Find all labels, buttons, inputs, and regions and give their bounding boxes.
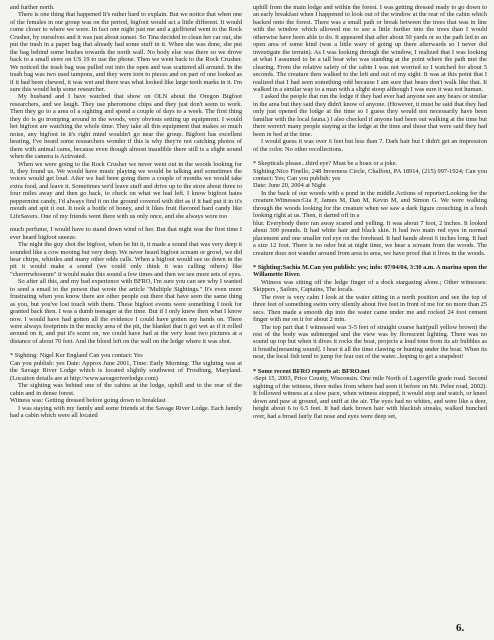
right-column-paragraph: The river is very calm I look at the water sitting in a north position and see the top of three feet of something swim very silently about five feet in front of me for no more than 25 secs. Then made a smooth dip into the water came under me and rocked 24 foot cement finger with me on it for about 2 min.: [253, 293, 487, 324]
page-number: 6.: [456, 622, 465, 634]
right-column-paragraph: I asked the people that run the lodge if they had ever had anyone see any bears or similar in the area but they said they didn't know of anyone. (However, it must be said that they had only just opened the lodge at the time so I guess they would not necessarily have been familiar with the local fauna.) I also checked if anyone had been out walking at the time but there weren't many people staying at the lodge at the time and those that were said they had been in bed at the time.: [253, 93, 487, 138]
left-column-paragraph: I was staying with my family and some friends at the Savage River Lodge. Each family had a cabin which were all located: [10, 404, 242, 420]
right-column-paragraph: In the back of our woods with a pond in the middle.Actions of reporter:Looking for the creature.Witnesses:Gia F, James M, Dan M, Kevin M, and Simon G. We were walking through the woods looking for the creature when we saw a dark figure crouching in a bush looking right at us. Then, it darted off in a: [253, 189, 487, 220]
right-column-paragraph: blur. Everybody there ran away scared and yelling. It was about 7 foot, 2 inches. It looked about 300 pounds. It had white hair and black skin. It had two main red eyes in normal placement and one smaller red eye on the forehead. It had hands about 6 inches long. It had a size 12 foot. There is no odor but at night time, we hear a scream from the woods. The creature does not wander around from area to area, we have proof that it lives in the woods.: [253, 219, 487, 257]
left-column-paragraph: My husband and I have watched that show on OLN about the Oregon Bigfoot researchers, and we laugh. They use pheromone chips and they just don't seem to work. Then they go to a area of a sighting and spend a couple of days to a week. The first thing they do is go tromping around in the woods, very obvious setting up equipment. I would bet bigfoot are watching the whole time. They take all this equipment that makes so much noise, any bigfoot in it's right mind wouldn't go near the group. Bigfoot has excellent hearing, I've heard some researchers wonder if this is why they're not catching photos of them with animal cams, because even though almost inaudible there still is a slight sound when the camera is Activated.: [10, 93, 242, 161]
right-column-paragraph: I would guess it was over 6 feet but less than 7. Dark hair but I didn't get an impression of the color. No other recollections.: [253, 138, 487, 153]
left-column-paragraph: So after all this, and my bad experience with BFRO, I'm sure you can see why I wanted to send a email to the person that wrote the article "Multiple Sightings." It's even more frustrating when you know there are other people out there that have seen the same thing as you, but you've lost touch with them. These bigfoot events were something I took for granted back then. I was a dumb teenager at the time. But if I only knew then what I know now. I would have had gotten all the evidence I could have gotten my hands on. There were always footprints in the mucky area of the pit, the blanket that it got wet as if it rolled around on it, and put it's scent on, we could have had at the very least two pictures at a distance of about 70 feet. And the blood left on the wall on the ledge where it was shot.: [10, 278, 242, 345]
right-column-paragraph: uphill from the main lodge and within the forest. I was getting dressed ready to go down to an early breakfast when I happened to look out of the window at the rear of the cabin which backed onto the forest. There was a small path or break between the trees that was in line with the window which allowed me to see a little further into the trees than I would otherwise have been able to do. It appeared that after about 50 yards or so the path led to an open area of some kind (was a little wary of going up there afterwards so I never did investigate the terrain). As I was looking through the window, I realized that I was looking at what I assumed to be a tall bear who was standing at the point where the path met the clearing. From the relative safety of the cabin I was not worried so I watched for about 5 seconds. The creature then walked to the left and out of my sight. It was at this point that I realized that I had seen something odd because I am sure that bears don't walk like that. It walked in a similar way to a man with a slight stoop although I was sure it was not human.: [253, 4, 487, 93]
right-column-paragraph: Date: June 20, 2004 at Night: [253, 182, 326, 190]
right-column-paragraph: The top part that I witnessed was 3-5 feet of straight coarse hair(pull yellow brown) the rest of the body was submerged and the view was by florescent lighting. There was no sound up top but when it dives it rocks the boat, projects a loud tone from its air bubbles as it breaths[moaning sound]. I hear it all the time clawing or hunting under the boat. When its near, the local fish tend to jump for fear out of the water...hoping to get a snapshot!: [253, 323, 487, 361]
left-column-paragraph: There is one thing that happened It's rather hard to explain. But we notice that when one of the females in our group was on the period, bigfoot would act a little different. It would come closer to where we were. In fact one night just me and a girlfriend went to the Rock Crusher, by ourselves and it was just about sunset. So Tina decided to clean her car out, she put the trash in a paper bag that already had some stuff in it. When she was done, she put the bag behind some bushes towards the north wall. No body else was there so we drove back to a small store on US 19 to use the phone. Then we went back to the Rock Crusher. We noticed the trash bag was pulled out into the open and was scattered all around. In the trash bag was two used tampons, and they were torn to pieces and on part of one looked as if it had been chewed, it was wet and there was what looked like large teeth marks in it. I'm sure this would help some researcher.: [10, 11, 242, 93]
left-column-paragraph: * Sighting: Nigel Ker England Can you contact: Yes: [10, 352, 143, 360]
right-column-paragraph: * Some recent BFRO reports at: BFRO.net: [253, 367, 370, 375]
left-column-paragraph: The night the guy shot the bigfoot, when he hit it, it made a sound that was very deep it sounded like a cow mooing but very deep. We never heard bigfoot scream or growl, we did hear chirps, whistles and many other odds calls. When a bigfoot would see us down in the pit it would make a sound (we could only think it was calling others) like "cherrrrwhoomm" it would make this sound a few times and then we see more sets of eyes.: [10, 241, 242, 278]
left-column-paragraph: When we were going to the Rock Crusher we never went out in the woods looking for it, they found us. We would have music playing we would be talking and sometimes the voices would get loud. After we had been going there a couple of months we would take extra food, and leave it. Sometimes we'd leave stuff and drive up to the store about three to four miles away and then go back, to check on what we had left. I know bigfoot hates peppermint candy, I'd always find it on the ground covered with dirt as if it had put it in it's mouth and spit it out. It took a bottle of honey, and it likes fruit flavored hard candy like LifeSavers. One of my friends went there with us only once, and she always wore too: [10, 160, 242, 220]
right-column-paragraph: Sighting:Nico Finello, 248 Inverness Circle, Chalfont, PA 18914, (215) 997-1924; Can you contact: Yes; Can you publish: yes: [253, 167, 487, 182]
left-column-paragraph: Witness was: Getting dressed before going down to breakfast: [10, 397, 166, 405]
left-column: [10, 4, 242, 419]
right-column-paragraph: * Skepticals please...third eye? Must be a hoax or a joke.: [253, 160, 398, 168]
left-column-paragraph: Can you publish: yes Date: Approx June 2001, Time: Early Morning: The sighting was at the Savage River Lodge which is located slightly southwest of Frostburg, Maryland. (Location details are at http://www.savageriverlodge.com): [10, 359, 242, 382]
right-column-paragraph: Witness was sitting off the ledge finger of a dock stargazing alone.; Other witnesses: Skippers , Sailors, Captains, The locals.: [253, 278, 487, 294]
left-column-paragraph: and further north.: [10, 4, 55, 11]
right-column: [253, 4, 487, 420]
left-column-paragraph: much perfume, I would have to stand down wind of her. But that night was the first time I ever heard bigfoot sneeze.: [10, 226, 242, 241]
right-column-paragraph: * Sighting:Sachia M.Can you publish: yes; info: 07/04/04, 3:30 a.m. A marina upon the Willamette River.: [253, 263, 487, 279]
left-column-paragraph: The sighting was behind one of the cabins at the lodge, uphill and to the rear of the cabin and in dense forest.: [10, 382, 242, 397]
right-column-paragraph: -Sept 15, 2003, Price County, Wisconsin. One mile North of Lugerville grade road. Second sighting of the witness, three miles from where had seen it before on Mt. Pelee road, 2002). It followed witness at a slow pace, when witness stopped, it would stop and watch, or kneel down and paw at ground, and sniff at the air. The eyes had no whites, and were like a deer, height about 6 to 6.5 feet. It had dark brown hair with blackish streaks, walked hunched over, had a broad fairly flat nose and eyes were deep set,: [253, 375, 487, 420]
